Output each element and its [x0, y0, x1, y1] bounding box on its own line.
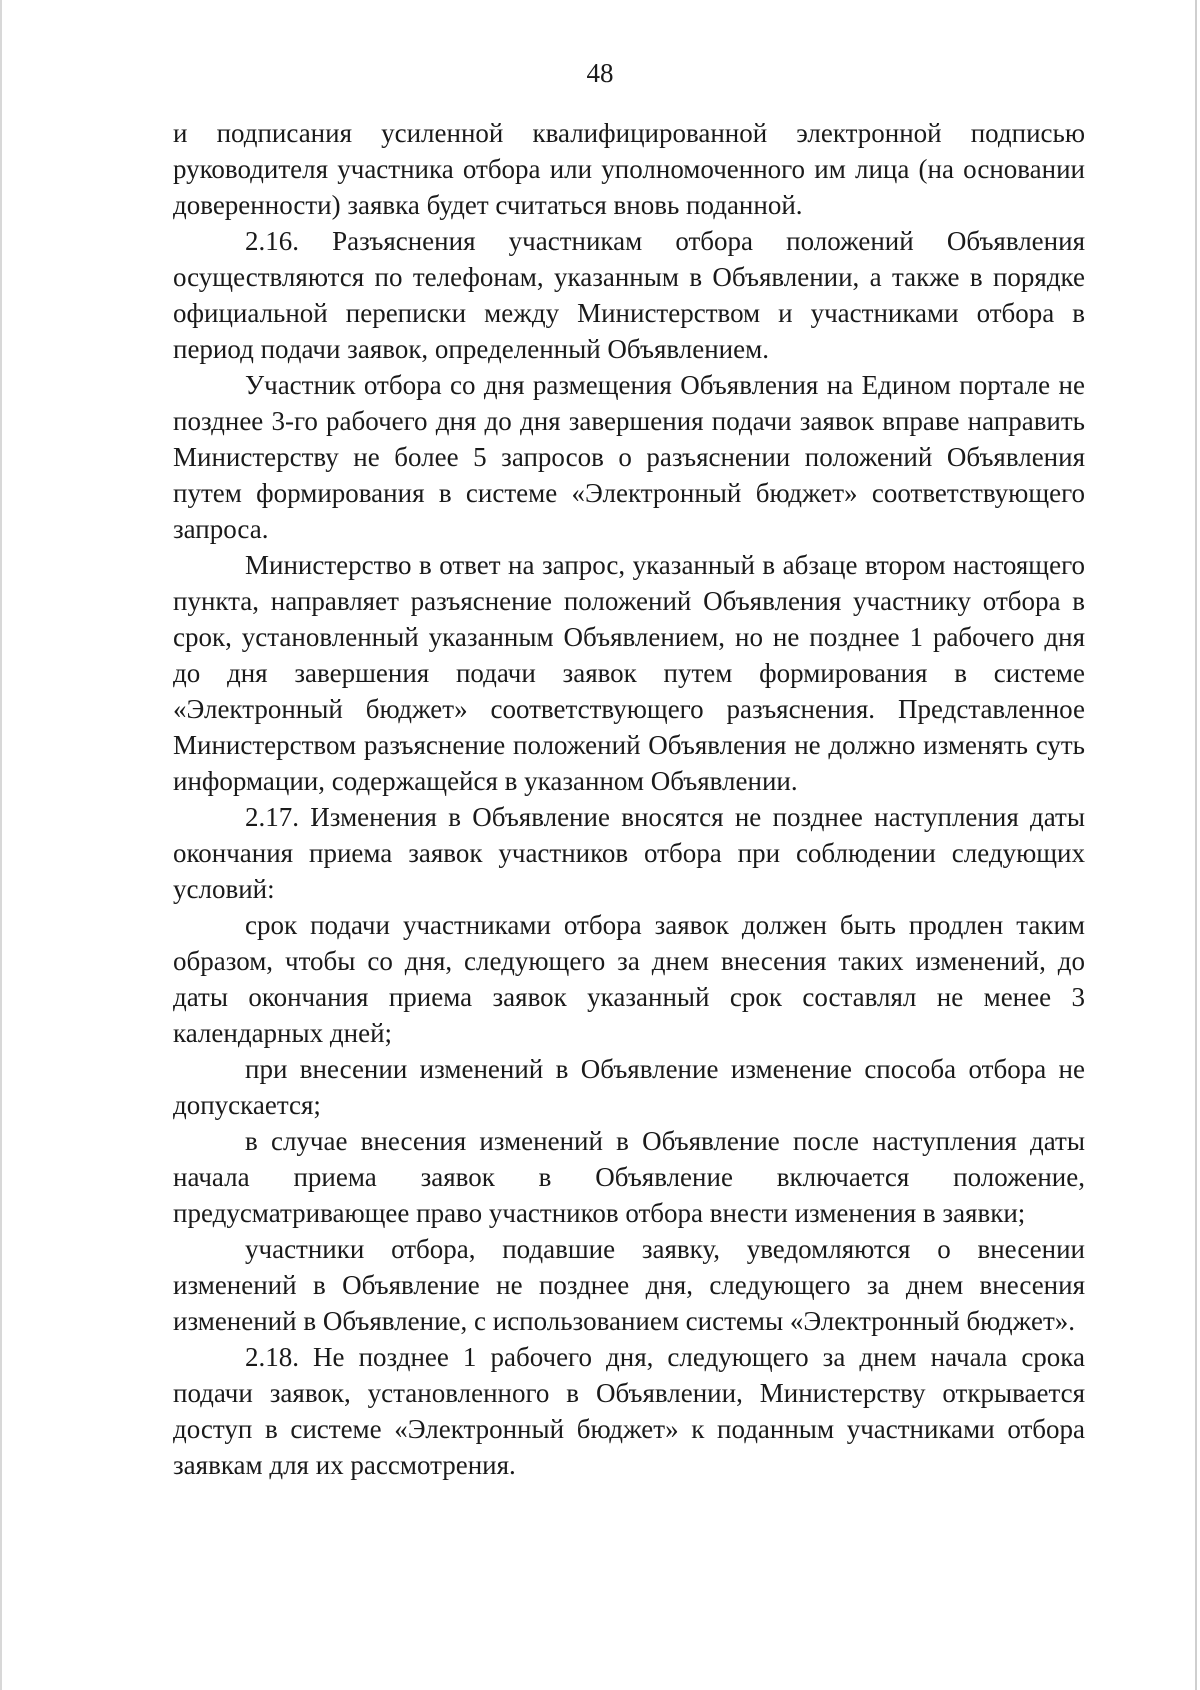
paragraph-2-16: 2.16. Разъяснения участникам отбора положений Объявления осуществляются по телефонам, указанным в Объявлении, а также в порядке официальной переписки между Министерством и участниками отбора в период подачи заявок, определенный Объявлением. — [173, 226, 1085, 364]
scan-edge-left — [0, 0, 2, 1690]
paragraph-2-18: 2.18. Не позднее 1 рабочего дня, следующего за днем начала срока подачи заявок, установленного в Объявлении, Министерству открывается доступ в системе «Электронный бюджет» к поданным участниками отбора заявкам для их рассмотрения. — [173, 1342, 1085, 1480]
paragraph-participant-requests: Участник отбора со дня размещения Объявления на Едином портале не позднее 3-го рабочего дня до дня завершения подачи заявок вправе направить Министерству не более 5 запросов о разъяснении положений Объявления путем формирования в системе «Электронный бюджет» соответствующего запроса. — [173, 370, 1085, 544]
page-number: 48 — [586, 58, 614, 88]
paragraph-application-changes: в случае внесения изменений в Объявление после наступления даты начала приема заявок в Объявление включается положение, предусматривающее право участников отбора внести изменения в заявки; — [173, 1126, 1085, 1228]
paragraph-selection-method: при внесении изменений в Объявление изменение способа отбора не допускается; — [173, 1054, 1085, 1120]
document-body — [173, 115, 1085, 1483]
paragraph-2-17: 2.17. Изменения в Объявление вносятся не позднее наступления даты окончания приема заявок участников отбора при соблюдении следующих условий: — [173, 802, 1085, 904]
paragraph-ministry-response: Министерство в ответ на запрос, указанный в абзаце втором настоящего пункта, направляет разъяснение положений Объявления участнику отбора в срок, установленный указанным Объявлением, но не позднее 1 рабочего дня до дня завершения подачи заявок путем формирования в системе «Электронный бюджет» соответствующего разъяснения. Представленное Министерством разъяснение положений Объявления не должно изменять суть информации, содержащейся в указанном Объявлении. — [173, 550, 1085, 796]
paragraph-continuation: и подписания усиленной квалифицированной электронной подписью руководителя участника отбора или уполномоченного им лица (на основании доверенности) заявка будет считаться вновь поданной. — [173, 118, 1085, 220]
scan-edge-right — [1195, 0, 1197, 1690]
paragraph-deadline-extension: срок подачи участниками отбора заявок должен быть продлен таким образом, чтобы со дня, следующего за днем внесения таких изменений, до даты окончания приема заявок указанный срок составлял не менее 3 календарных дней; — [173, 910, 1085, 1048]
paragraph-participant-notification: участники отбора, подавшие заявку, уведомляются о внесении изменений в Объявление не позднее дня, следующего за днем внесения изменений в Объявление, с использованием системы «Электронный бюджет». — [173, 1234, 1085, 1336]
